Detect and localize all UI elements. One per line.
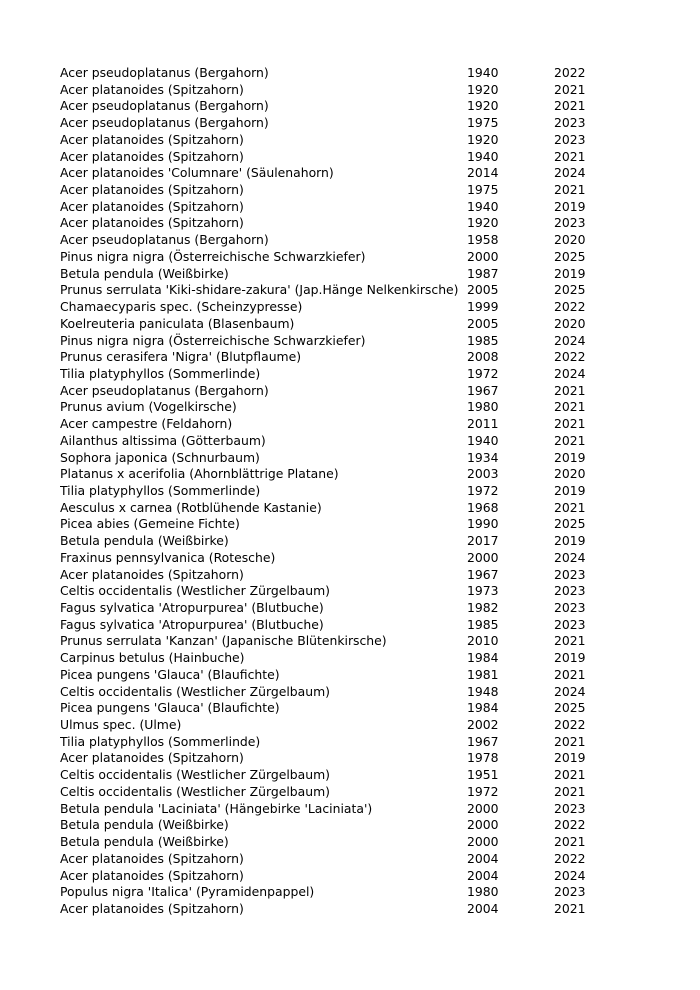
table-row bbox=[60, 868, 640, 885]
tree-species-name: Acer platanoides (Spitzahorn) bbox=[60, 81, 244, 97]
record-year: 2025 bbox=[554, 516, 586, 532]
tree-species-name: Aesculus x carnea (Rotblühende Kastanie) bbox=[60, 499, 322, 515]
planting-year: 1984 bbox=[467, 700, 499, 716]
record-year: 2021 bbox=[554, 81, 586, 97]
tree-species-name: Prunus serrulata 'Kanzan' (Japanische Blütenkirsche) bbox=[60, 633, 387, 649]
table-row bbox=[60, 500, 640, 517]
record-year: 2023 bbox=[554, 115, 586, 131]
record-year: 2022 bbox=[554, 817, 586, 833]
planting-year: 1967 bbox=[467, 566, 499, 582]
tree-species-name: Acer pseudoplatanus (Bergahorn) bbox=[60, 65, 269, 80]
tree-species-name: Celtis occidentalis (Westlicher Zürgelbaum) bbox=[60, 783, 330, 799]
record-year: 2022 bbox=[554, 65, 586, 80]
planting-year: 1985 bbox=[467, 616, 499, 632]
planting-year: 2000 bbox=[467, 817, 499, 833]
table-row bbox=[60, 316, 640, 333]
record-year: 2023 bbox=[554, 583, 586, 599]
planting-year: 1920 bbox=[467, 98, 499, 114]
record-year: 2021 bbox=[554, 98, 586, 114]
tree-species-name: Ailanthus altissima (Götterbaum) bbox=[60, 432, 266, 448]
tree-species-name: Acer platanoides (Spitzahorn) bbox=[60, 850, 244, 866]
tree-species-name: Tilia platyphyllos (Sommerlinde) bbox=[60, 365, 261, 381]
table-row bbox=[60, 600, 640, 617]
tree-species-name: Prunus serrulata 'Kiki-shidare-zakura' (Jap.Hänge Nelkenkirsche) bbox=[60, 282, 459, 298]
record-year: 2024 bbox=[554, 332, 586, 348]
record-year: 2024 bbox=[554, 867, 586, 883]
planting-year: 1934 bbox=[467, 449, 499, 465]
record-year: 2021 bbox=[554, 148, 586, 164]
record-year: 2023 bbox=[554, 884, 586, 900]
tree-species-name: Fagus sylvatica 'Atropurpurea' (Blutbuche) bbox=[60, 616, 324, 632]
table-row bbox=[60, 182, 640, 199]
tree-species-name: Celtis occidentalis (Westlicher Zürgelbaum) bbox=[60, 583, 330, 599]
tree-species-name: Tilia platyphyllos (Sommerlinde) bbox=[60, 733, 261, 749]
table-row bbox=[60, 884, 640, 901]
tree-species-name: Acer platanoides (Spitzahorn) bbox=[60, 215, 244, 231]
record-year: 2024 bbox=[554, 683, 586, 699]
record-year: 2022 bbox=[554, 850, 586, 866]
table-row bbox=[60, 383, 640, 400]
table-row bbox=[60, 533, 640, 550]
planting-year: 1999 bbox=[467, 299, 499, 315]
tree-species-name: Acer campestre (Feldahorn) bbox=[60, 416, 233, 432]
planting-year: 1985 bbox=[467, 332, 499, 348]
record-year: 2021 bbox=[554, 633, 586, 649]
record-year: 2024 bbox=[554, 365, 586, 381]
tree-species-name: Picea abies (Gemeine Fichte) bbox=[60, 516, 240, 532]
planting-year: 1972 bbox=[467, 783, 499, 799]
planting-year: 2000 bbox=[467, 834, 499, 850]
table-row bbox=[60, 349, 640, 366]
tree-species-name: Betula pendula (Weißbirke) bbox=[60, 817, 229, 833]
tree-species-name: Ulmus spec. (Ulme) bbox=[60, 717, 182, 733]
tree-species-name: Acer platanoides (Spitzahorn) bbox=[60, 182, 244, 198]
table-row bbox=[60, 433, 640, 450]
table-row bbox=[60, 667, 640, 684]
tree-species-name: Populus nigra 'Italica' (Pyramidenpappel) bbox=[60, 884, 315, 900]
record-year: 2019 bbox=[554, 265, 586, 281]
tree-species-name: Betula pendula 'Laciniata' (Hängebirke 'Laciniata') bbox=[60, 800, 373, 816]
planting-year: 1982 bbox=[467, 600, 499, 615]
record-year: 2023 bbox=[554, 566, 586, 582]
planting-year: 2000 bbox=[467, 248, 499, 264]
planting-year: 1984 bbox=[467, 650, 499, 666]
tree-species-name: Acer pseudoplatanus (Bergahorn) bbox=[60, 98, 269, 114]
record-year: 2019 bbox=[554, 449, 586, 465]
tree-species-name: Celtis occidentalis (Westlicher Zürgelbaum) bbox=[60, 767, 330, 783]
table-row bbox=[60, 734, 640, 751]
table-row bbox=[60, 232, 640, 249]
table-row bbox=[60, 416, 640, 433]
tree-species-name: Sophora japonica (Schnurbaum) bbox=[60, 449, 260, 465]
table-row bbox=[60, 583, 640, 600]
tree-species-name: Pinus nigra nigra (Österreichische Schwarzkiefer) bbox=[60, 248, 366, 264]
record-year: 2021 bbox=[554, 499, 586, 515]
record-year: 2021 bbox=[554, 783, 586, 799]
record-year: 2023 bbox=[554, 131, 586, 147]
planting-year: 2002 bbox=[467, 717, 499, 733]
table-row bbox=[60, 399, 640, 416]
tree-species-name: Acer platanoides (Spitzahorn) bbox=[60, 867, 244, 883]
tree-list bbox=[60, 65, 640, 918]
tree-species-name: Pinus nigra nigra (Österreichische Schwarzkiefer) bbox=[60, 332, 366, 348]
table-row bbox=[60, 784, 640, 801]
tree-species-name: Acer platanoides (Spitzahorn) bbox=[60, 148, 244, 164]
table-row bbox=[60, 82, 640, 99]
table-row bbox=[60, 199, 640, 216]
table-row bbox=[60, 366, 640, 383]
planting-year: 1948 bbox=[467, 683, 499, 699]
record-year: 2021 bbox=[554, 733, 586, 749]
record-year: 2021 bbox=[554, 666, 586, 682]
tree-species-name: Acer pseudoplatanus (Bergahorn) bbox=[60, 232, 269, 248]
tree-species-name: Celtis occidentalis (Westlicher Zürgelbaum) bbox=[60, 683, 330, 699]
record-year: 2021 bbox=[554, 399, 586, 415]
record-year: 2023 bbox=[554, 800, 586, 816]
tree-species-name: Acer platanoides (Spitzahorn) bbox=[60, 131, 244, 147]
record-year: 2019 bbox=[554, 198, 586, 214]
planting-year: 1968 bbox=[467, 499, 499, 515]
record-year: 2023 bbox=[554, 215, 586, 231]
planting-year: 2003 bbox=[467, 466, 499, 482]
table-row bbox=[60, 149, 640, 166]
record-year: 2024 bbox=[554, 165, 586, 181]
planting-year: 1940 bbox=[467, 65, 499, 80]
record-year: 2020 bbox=[554, 232, 586, 248]
table-row bbox=[60, 249, 640, 266]
table-row bbox=[60, 165, 640, 182]
planting-year: 1940 bbox=[467, 148, 499, 164]
table-row bbox=[60, 98, 640, 115]
tree-species-name: Koelreuteria paniculata (Blasenbaum) bbox=[60, 315, 295, 331]
table-row bbox=[60, 333, 640, 350]
tree-species-name: Betula pendula (Weißbirke) bbox=[60, 834, 229, 850]
table-row bbox=[60, 617, 640, 634]
table-row bbox=[60, 750, 640, 767]
table-row bbox=[60, 483, 640, 500]
record-year: 2021 bbox=[554, 834, 586, 850]
planting-year: 2004 bbox=[467, 850, 499, 866]
tree-species-name: Prunus cerasifera 'Nigra' (Blutpflaume) bbox=[60, 349, 302, 365]
planting-year: 2010 bbox=[467, 633, 499, 649]
tree-species-name: Acer platanoides (Spitzahorn) bbox=[60, 900, 244, 916]
planting-year: 1980 bbox=[467, 884, 499, 900]
planting-year: 2004 bbox=[467, 900, 499, 916]
planting-year: 2000 bbox=[467, 549, 499, 565]
record-year: 2019 bbox=[554, 650, 586, 666]
tree-species-name: Acer pseudoplatanus (Bergahorn) bbox=[60, 382, 269, 398]
tree-species-name: Tilia platyphyllos (Sommerlinde) bbox=[60, 482, 261, 498]
record-year: 2019 bbox=[554, 533, 586, 549]
record-year: 2024 bbox=[554, 549, 586, 565]
tree-species-name: Prunus avium (Vogelkirsche) bbox=[60, 399, 237, 415]
table-row bbox=[60, 767, 640, 784]
planting-year: 2008 bbox=[467, 349, 499, 365]
planting-year: 1981 bbox=[467, 666, 499, 682]
table-row bbox=[60, 299, 640, 316]
tree-species-name: Acer pseudoplatanus (Bergahorn) bbox=[60, 115, 269, 131]
record-year: 2022 bbox=[554, 299, 586, 315]
table-row bbox=[60, 567, 640, 584]
table-row bbox=[60, 65, 640, 82]
planting-year: 1975 bbox=[467, 182, 499, 198]
planting-year: 2005 bbox=[467, 282, 499, 298]
table-row bbox=[60, 466, 640, 483]
planting-year: 1951 bbox=[467, 767, 499, 783]
tree-species-name: Acer platanoides 'Columnare' (Säulenahorn) bbox=[60, 165, 334, 181]
record-year: 2020 bbox=[554, 315, 586, 331]
tree-species-name: Acer platanoides (Spitzahorn) bbox=[60, 750, 244, 766]
tree-species-name: Platanus x acerifolia (Ahornblättrige Platane) bbox=[60, 466, 339, 482]
planting-year: 2000 bbox=[467, 800, 499, 816]
record-year: 2019 bbox=[554, 482, 586, 498]
planting-year: 1972 bbox=[467, 365, 499, 381]
table-row bbox=[60, 901, 640, 918]
table-row bbox=[60, 650, 640, 667]
record-year: 2021 bbox=[554, 767, 586, 783]
record-year: 2021 bbox=[554, 182, 586, 198]
record-year: 2022 bbox=[554, 717, 586, 733]
planting-year: 2005 bbox=[467, 315, 499, 331]
planting-year: 2011 bbox=[467, 416, 499, 432]
tree-species-name: Betula pendula (Weißbirke) bbox=[60, 265, 229, 281]
record-year: 2021 bbox=[554, 432, 586, 448]
record-year: 2025 bbox=[554, 282, 586, 298]
planting-year: 1972 bbox=[467, 482, 499, 498]
planting-year: 1920 bbox=[467, 81, 499, 97]
record-year: 2023 bbox=[554, 600, 586, 615]
record-year: 2019 bbox=[554, 750, 586, 766]
tree-species-name: Acer platanoides (Spitzahorn) bbox=[60, 566, 244, 582]
planting-year: 1967 bbox=[467, 733, 499, 749]
record-year: 2023 bbox=[554, 616, 586, 632]
table-row bbox=[60, 282, 640, 299]
table-row bbox=[60, 633, 640, 650]
planting-year: 1975 bbox=[467, 115, 499, 131]
planting-year: 1920 bbox=[467, 131, 499, 147]
tree-species-name: Carpinus betulus (Hainbuche) bbox=[60, 650, 245, 666]
table-row bbox=[60, 684, 640, 701]
table-row bbox=[60, 700, 640, 717]
planting-year: 1987 bbox=[467, 265, 499, 281]
table-row bbox=[60, 834, 640, 851]
record-year: 2020 bbox=[554, 466, 586, 482]
planting-year: 1967 bbox=[467, 382, 499, 398]
tree-species-name: Chamaecyparis spec. (Scheinzypresse) bbox=[60, 299, 303, 315]
planting-year: 1940 bbox=[467, 432, 499, 448]
table-row bbox=[60, 801, 640, 818]
tree-species-name: Fagus sylvatica 'Atropurpurea' (Blutbuche) bbox=[60, 600, 324, 615]
table-row bbox=[60, 717, 640, 734]
record-year: 2021 bbox=[554, 416, 586, 432]
record-year: 2021 bbox=[554, 382, 586, 398]
planting-year: 1973 bbox=[467, 583, 499, 599]
table-row bbox=[60, 266, 640, 283]
planting-year: 2014 bbox=[467, 165, 499, 181]
planting-year: 1958 bbox=[467, 232, 499, 248]
table-row bbox=[60, 550, 640, 567]
planting-year: 1920 bbox=[467, 215, 499, 231]
planting-year: 1978 bbox=[467, 750, 499, 766]
table-row bbox=[60, 516, 640, 533]
table-row bbox=[60, 132, 640, 149]
record-year: 2021 bbox=[554, 900, 586, 916]
planting-year: 1940 bbox=[467, 198, 499, 214]
planting-year: 1980 bbox=[467, 399, 499, 415]
record-year: 2025 bbox=[554, 248, 586, 264]
table-row bbox=[60, 215, 640, 232]
planting-year: 2004 bbox=[467, 867, 499, 883]
tree-species-name: Betula pendula (Weißbirke) bbox=[60, 533, 229, 549]
record-year: 2022 bbox=[554, 349, 586, 365]
table-row bbox=[60, 817, 640, 834]
table-row bbox=[60, 115, 640, 132]
tree-species-name: Fraxinus pennsylvanica (Rotesche) bbox=[60, 549, 276, 565]
table-row bbox=[60, 851, 640, 868]
planting-year: 2017 bbox=[467, 533, 499, 549]
table-row bbox=[60, 450, 640, 467]
planting-year: 1990 bbox=[467, 516, 499, 532]
tree-species-name: Acer platanoides (Spitzahorn) bbox=[60, 198, 244, 214]
tree-species-name: Picea pungens 'Glauca' (Blaufichte) bbox=[60, 666, 280, 682]
tree-species-name: Picea pungens 'Glauca' (Blaufichte) bbox=[60, 700, 280, 716]
record-year: 2025 bbox=[554, 700, 586, 716]
